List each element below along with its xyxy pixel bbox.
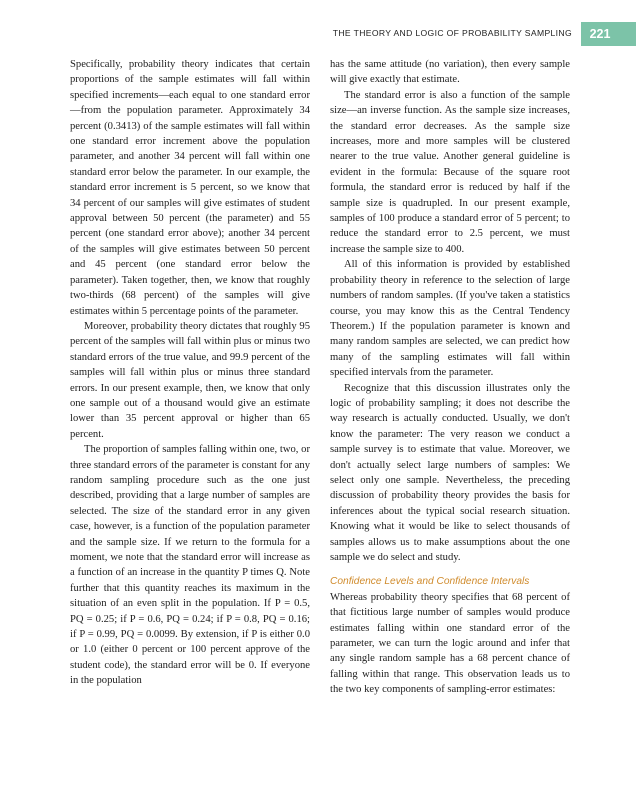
paragraph: Whereas probability theory specifies that 68 percent of that fictitious large number of samples would produce estimates falling within one standard error of the parameter, we can turn the logic around and infer that any single random sample has a 68 percent chance of falling within that range. This observation leads us to the two key components of sampling-error estimates: [330,591,570,696]
running-header-title: THE THEORY AND LOGIC OF PROBABILITY SAMPLING [332,28,572,38]
paragraph: Recognize that this discussion illustrates only the logic of probability sampling; it does not describe the way research is actually conducted. Usually, we don't know the parameter: The very reason we conduct a sample survey is to estimate that value. Moreover, we don't actually select large numbers of samples: We select only one sample. Nevertheless, the preceding discussion of probability theory provides the basis for inferences about the typical social research situation. Knowing what it would be like to select thousands of samples allows us to make assumptions about the one sample we do select and study. [330,382,570,563]
paragraph: Specifically, probability theory indicates that certain proportions of the sample estimates will fall within specified increments—each equal to one standard error—from the population parameter. Approximately 34 percent (0.3413) of the sample estimates will fall within one standard error increment above the population parameter, and another 34 percent will fall within one standard error below the parameter. In our example, the standard error increment is 5 percent, so we know that 34 percent of our samples will give estimates of student approval between 50 percent (the parameter) and 55 percent (one standard error above); another 34 percent of the samples will give estimates between 50 percent and 45 percent (one standard error below the parameter). Taken together, then, we know that roughly two-thirds (68 percent) of the samples will give estimates within 5 percentage points of the parameter. [70,59,310,317]
paragraph: The standard error is also a function of the sample size—an inverse function. As the sample size increases, the standard error decreases. As the sample size increases, more and more samples will be clustered nearer to the true value. Another general guideline is evident in the formula: Because of the square root formula, the standard error is reduced by half if the sample size is quadrupled. In our present example, samples of 100 produce a standard error of 5 percent; to reduce the standard error to 2.5 percent, we must increase the sample size to 400. [330,89,570,255]
paragraph: All of this information is provided by established probability theory in reference to the selection of large numbers of random samples. (If you've taken a statistics course, you may know this as the Central Tendency Theorem.) If the population parameter is known and many random samples are selected, we can predict how many of the sampling estimates will fall within specified intervals from the parameter. [330,259,570,379]
paragraph: The proportion of samples falling within one, two, or three standard errors of the parameter is constant for any random sampling procedure such as the one just described, providing that a large number of samples are selected. The size of the standard error in any given case, however, is a function of the population parameter and the sample size. If we return to the formula for a moment, we note that the standard error will increase as a function of an increase in the quantity P times Q. Note further that this quantity reaches its maximum in the situation of an even split in the population. If P = 0.5, PQ = 0.25; if P = 0.6, PQ = 0.24; if P = 0.8, PQ = 0.16; if P = 0.99, PQ = 0.0099. By extension, if P is either 0.0 or 1.0 (either 0 percent or 100 percent approve of the student code), the standard error will be 0. If everyone in the population [70,444,310,687]
page-number: 221 [589,27,611,41]
left-column [70,57,310,689]
paragraph: has the same attitude (no variation), then every sample will give exactly that estimate. [330,59,570,86]
page-number-tab [581,22,636,46]
section-subheading: Confidence Levels and Confidence Intervals [330,576,530,588]
right-column [330,57,570,698]
paragraph: Moreover, probability theory dictates that roughly 95 percent of the samples will fall within plus or minus two standard errors of the true value, and 99.9 percent of the samples will fall within plus or minus three standard errors. In our present example, then, we know that only one sample out of a thousand would give an estimate lower than 35 percent approval or higher than 65 percent. [70,320,310,440]
